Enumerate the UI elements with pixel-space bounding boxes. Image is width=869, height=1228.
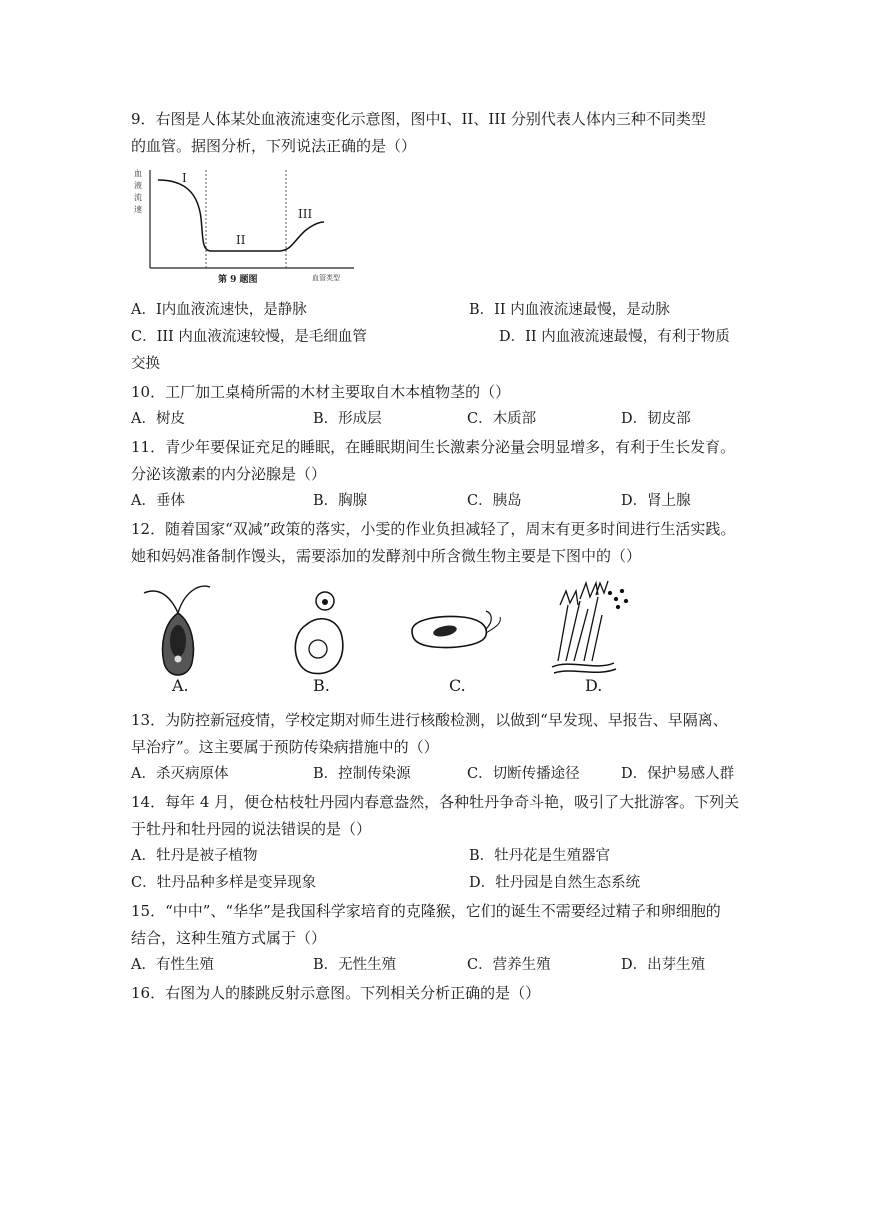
organism-d-icon bbox=[552, 581, 628, 673]
svg-text:速: 速 bbox=[134, 205, 142, 214]
q10-option-c: C．木质部 bbox=[467, 411, 537, 427]
q14-stem-line2: 于牡丹和牡丹园的说法错误的是（） bbox=[131, 820, 372, 838]
figure-label-c: C. bbox=[449, 676, 466, 695]
q11-stem-line2: 分泌该激素的内分泌腺是（） bbox=[131, 465, 327, 483]
q15-option-a: A．有性生殖 bbox=[131, 957, 214, 973]
figure-label-d: D. bbox=[585, 676, 603, 695]
q12-stem-line1: 12．随着国家“双减”政策的落实，小雯的作业负担减轻了，周末有更多时间进行生活实践。 bbox=[131, 520, 736, 538]
q13-option-c: C．切断传播途径 bbox=[467, 766, 580, 782]
q9-stem-line1: 9．右图是人体某处血液流速变化示意图，图中Ⅰ、II、III 分别代表人体内三种不同类型 bbox=[131, 110, 706, 128]
q11-stem-line1: 11．青少年要保证充足的睡眠，在睡眠期间生长激素分泌量会明显增多，有利于生长发育。 bbox=[131, 438, 736, 456]
q9-option-d: D．II 内血液流速最慢，有利于物质 bbox=[499, 329, 730, 345]
q13-stem-line1: 13．为防控新冠疫情，学校定期对师生进行核酸检测，以做到“早发现、早报告、早隔离、 bbox=[131, 711, 728, 729]
blood-flow-figure bbox=[128, 166, 360, 290]
microorganism-figure bbox=[140, 575, 640, 700]
svg-text:液: 液 bbox=[134, 181, 142, 190]
q9-stem-line2: 的血管。据图分析，下列说法正确的是（） bbox=[131, 137, 417, 155]
figure-ylabel bbox=[134, 168, 142, 214]
q9-option-a: A．Ⅰ内血液流速快，是静脉 bbox=[131, 302, 307, 318]
q14-option-a: A．牡丹是被子植物 bbox=[131, 848, 258, 864]
label-I: I bbox=[182, 171, 187, 185]
q11-option-c: C．胰岛 bbox=[467, 493, 522, 509]
q14-option-c: C．牡丹品种多样是变异现象 bbox=[131, 875, 317, 891]
q9-option-b: B．II 内血液流速最慢，是动脉 bbox=[469, 302, 670, 318]
q14-option-b: B．牡丹花是生殖器官 bbox=[469, 848, 611, 864]
label-III: III bbox=[298, 207, 313, 221]
figure-caption: 第 9 题图 bbox=[218, 275, 258, 285]
q14-stem-line1: 14．每年 4 月，便仓枯枝牡丹园内春意盎然，各种牡丹争奇斗艳，吸引了大批游客。下列关 bbox=[131, 793, 740, 811]
q9-option-c: C．III 内血液流速较慢，是毛细血管 bbox=[131, 329, 367, 345]
q16-stem: 16．右图为人的膝跳反射示意图。下列相关分析正确的是（） bbox=[131, 984, 541, 1002]
q10-stem: 10．工厂加工桌椅所需的木材主要取自木本植物茎的（） bbox=[131, 383, 511, 401]
q13-stem-line2: 早治疗”。这主要属于预防传染病措施中的（） bbox=[131, 738, 439, 756]
organism-a-icon bbox=[144, 586, 210, 675]
figure-label-b: B. bbox=[313, 676, 330, 695]
q11-option-a: A．垂体 bbox=[131, 493, 185, 509]
figure-label-a: A. bbox=[172, 676, 189, 695]
organism-c-icon bbox=[412, 611, 500, 648]
figure-xlabel: 血管类型 bbox=[312, 274, 340, 282]
q11-option-b: B．胸腺 bbox=[313, 493, 368, 509]
q9-option-d-cont: 交换 bbox=[131, 356, 160, 372]
q15-stem-line1: 15．“中中”、“华华”是我国科学家培育的克隆猴，它们的诞生不需要经过精子和卵细胞的 bbox=[131, 902, 721, 920]
q15-stem-line2: 结合，这种生殖方式属于（） bbox=[131, 929, 327, 947]
q13-option-b: B．控制传染源 bbox=[313, 766, 411, 782]
q13-option-d: D．保护易感人群 bbox=[621, 766, 735, 782]
q14-option-d: D．牡丹园是自然生态系统 bbox=[469, 875, 641, 891]
q15-option-b: B．无性生殖 bbox=[313, 957, 397, 973]
q11-option-d: D．肾上腺 bbox=[621, 493, 691, 509]
organism-b-icon bbox=[295, 592, 343, 674]
svg-text:流: 流 bbox=[134, 193, 142, 202]
q12-stem-line2: 她和妈妈准备制作馒头，需要添加的发酵剂中所含微生物主要是下图中的（） bbox=[131, 547, 642, 565]
q15-option-d: D．出芽生殖 bbox=[621, 957, 706, 973]
svg-text:血: 血 bbox=[134, 169, 142, 178]
q10-option-a: A．树皮 bbox=[131, 411, 185, 427]
q10-option-d: D．韧皮部 bbox=[621, 411, 691, 427]
q15-option-c: C．营养生殖 bbox=[467, 957, 551, 973]
q13-option-a: A．杀灭病原体 bbox=[131, 766, 229, 782]
q10-option-b: B．形成层 bbox=[313, 411, 382, 427]
label-II: II bbox=[236, 233, 246, 247]
